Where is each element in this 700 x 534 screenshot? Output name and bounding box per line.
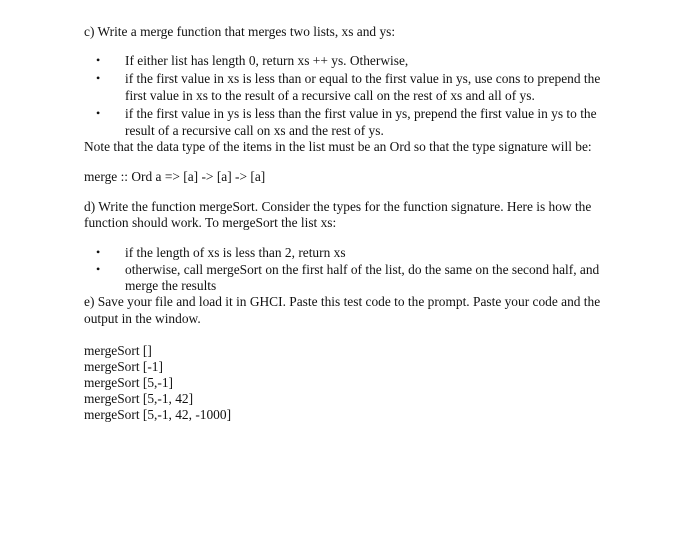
test-line-1: mergeSort []	[84, 343, 152, 358]
test-line-4: mergeSort [5,-1, 42]	[84, 391, 194, 406]
bullet-c2-line2: first value in xs to the result of a recursive call on the rest of xs and all of ys.	[125, 88, 535, 103]
bullet-dot: •	[96, 106, 101, 120]
bullet-d2-line1: otherwise, call mergeSort on the first half of the list, do the same on the second half, and	[125, 262, 600, 277]
bullet-c1-line1: If either list has length 0, return xs ++ ys. Otherwise,	[125, 53, 409, 68]
bullet-c2-line1: if the first value in xs is less than or equal to the first value in ys, use cons to prepend the	[125, 71, 601, 86]
test-line-5: mergeSort [5,-1, 42, -1000]	[84, 407, 232, 422]
test-line-3: mergeSort [5,-1]	[84, 375, 174, 390]
bullet-d1-line1: if the length of xs is less than 2, return xs	[125, 245, 346, 260]
bullet-d2-line2: merge the results	[125, 278, 217, 293]
section-c-heading: c) Write a merge function that merges two lists, xs and ys:	[84, 24, 396, 39]
merge-signature: merge :: Ord a => [a] -> [a] -> [a]	[84, 169, 266, 184]
bullet-dot: •	[96, 262, 101, 276]
bullet-c3-line2: result of a recursive call on xs and the rest of ys.	[125, 123, 384, 138]
section-d-heading-line1: d) Write the function mergeSort. Consider the types for the function signature. Here is how the	[84, 199, 592, 214]
test-line-2: mergeSort [-1]	[84, 359, 163, 374]
bullet-c3-line1: if the first value in ys is less than the first value in ys, prepend the first value in ys to the	[125, 106, 597, 121]
bullet-dot: •	[96, 245, 101, 259]
section-e-heading-line2: output in the window.	[84, 311, 201, 326]
section-d-heading-line2: function should work. To mergeSort the list xs:	[84, 215, 337, 230]
bullet-dot: •	[96, 71, 101, 85]
section-e-heading-line1: e) Save your file and load it in GHCI. Paste this test code to the prompt. Paste your code and the	[84, 294, 601, 309]
bullet-dot: •	[96, 53, 101, 67]
type-note: Note that the data type of the items in the list must be an Ord so that the type signature will be:	[84, 139, 592, 154]
